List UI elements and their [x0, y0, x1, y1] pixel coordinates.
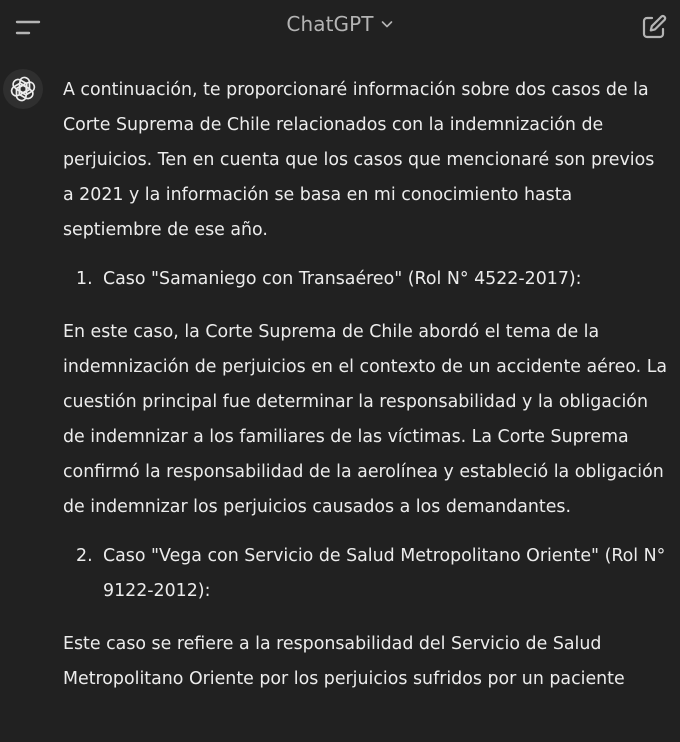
case-title: Caso "Vega con Servicio de Salud Metropolitano Oriente" (Rol N° 9122-2012):	[103, 546, 666, 601]
list-number: 2.	[76, 546, 93, 566]
assistant-avatar	[3, 69, 43, 109]
list-number: 1.	[76, 269, 93, 289]
assistant-message	[63, 73, 668, 697]
message-intro: A continuación, te proporcionaré información sobre dos casos de la Corte Suprema de Chile relacionados con la indemnización de perjuicios. Ten en cuenta que los casos que mencionaré son previos a 2021 y la información se basa en mi conocimiento hasta septiembre de ese año.	[63, 80, 655, 240]
case-description: Este caso se refiere a la responsabilidad del Servicio de Salud Metropolitano Oriente por los perjuicios sufridos por un paciente	[63, 634, 625, 689]
chevron-down-icon	[380, 17, 394, 31]
case-title: Caso "Samaniego con Transaéreo" (Rol N° 4522-2017):	[103, 269, 582, 289]
list-item	[63, 262, 668, 297]
case-description: En este caso, la Corte Suprema de Chile abordó el tema de la indemnización de perjuicios en el contexto de un accidente aéreo. La cuestión principal fue determinar la responsabilidad y la obligación de indemnizar a los familiares de las víctimas. La Corte Suprema confirmó la responsabilidad de la aerolínea y estableció la obligación de indemnizar los perjuicios causados a los demandantes.	[63, 322, 668, 517]
openai-logo-icon	[10, 76, 36, 102]
new-chat-edit-icon[interactable]	[640, 13, 668, 41]
list-item	[63, 539, 668, 609]
top-bar	[0, 0, 680, 54]
app-title: ChatGPT	[286, 12, 374, 36]
menu-icon[interactable]	[14, 14, 42, 42]
model-selector-button[interactable]	[286, 12, 393, 36]
